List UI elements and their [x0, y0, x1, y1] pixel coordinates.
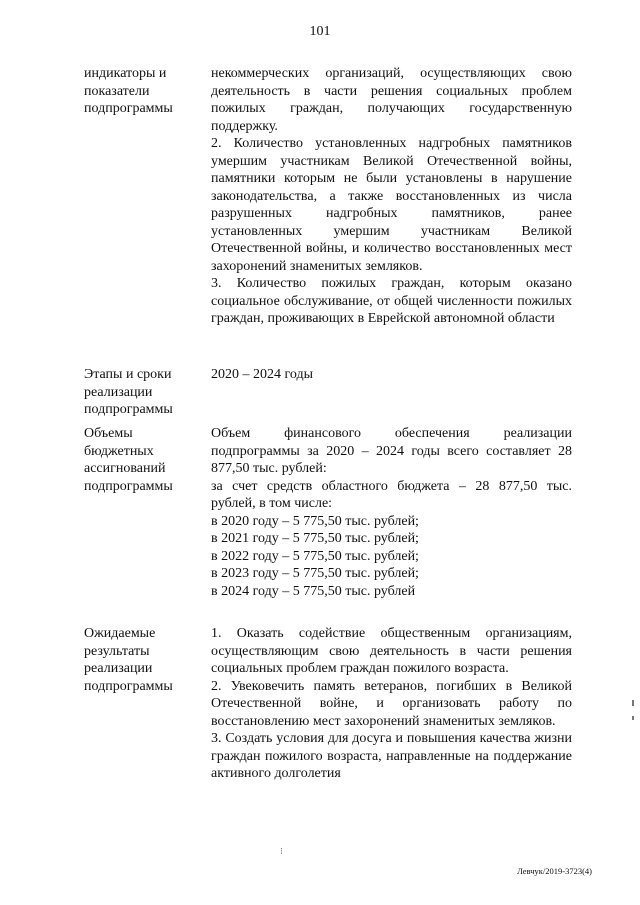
footer-reference: Левчук/2019-3723(4): [517, 866, 592, 876]
row-label: Объемы бюджетных ассигнований подпрограммы: [84, 426, 173, 494]
paragraph: 1. Оказать содействие общественным организациям, осуществляющим свою деятельность в части решения социальных проблем граждан пожилого возраста.: [211, 626, 572, 676]
budget-year-line: в 2020 году – 5 775,50 тыс. рублей;: [211, 513, 419, 529]
paragraph: 2. Количество установленных надгробных памятников умершим участникам Великой Отечественной войны, памятники которым не были установлены в нарушение законодательства, а также восстановленных из числа разрушенных надгробных памятников, ранее установленных умершим участникам Великой Отечественной войны, и количество восстановленных мест захоронений знаменитых земляков.: [211, 136, 572, 274]
paragraph: некоммерческих организаций, осуществляющих свою деятельность в части решения социальных проблем пожилых граждан, получающих государственную поддержку.: [211, 66, 572, 134]
row-label: Этапы и сроки реализации подпрограммы: [84, 367, 173, 417]
paragraph: 2020 – 2024 годы: [211, 367, 314, 382]
row-label: индикаторы и показатели подпрограммы: [84, 66, 173, 116]
row-content: [211, 625, 572, 783]
paragraph: 3. Создать условия для досуга и повышения качества жизни граждан пожилого возраста, направленные на поддержание активного долголетия: [211, 731, 572, 781]
budget-year-line: в 2024 году – 5 775,50 тыс. рублей: [211, 583, 416, 599]
paragraph: Объем финансового обеспечения реализации подпрограммы за 2020 – 2024 годы всего составляет 28 877,50 тыс. рублей:: [211, 426, 572, 476]
row-label: Ожидаемые результаты реализации подпрограммы: [84, 626, 173, 694]
row-content: [211, 425, 572, 600]
budget-year-line: в 2021 году – 5 775,50 тыс. рублей;: [211, 531, 419, 546]
paragraph: 2. Увековечить память ветеранов, погибших в Великой Отечественной войне, и организовать работу по восстановлению мест захоронений знаменитых земляков.: [211, 678, 572, 729]
paragraph: за счет средств областного бюджета – 28 877,50 тыс. рублей, в том числе:: [211, 478, 572, 511]
scan-speck: ⁝: [280, 846, 283, 856]
paragraph: 3. Количество пожилых граждан, которым оказано социальное обслуживание, от общей численности пожилых граждан, проживающих в Еврейской автономной области: [211, 276, 572, 326]
budget-year-line: в 2022 году – 5 775,50 тыс. рублей;: [211, 548, 419, 564]
row-content: [211, 366, 572, 384]
scan-edge-mark: [632, 700, 634, 706]
page-number: 101: [309, 24, 331, 39]
scan-edge-mark: [632, 716, 634, 720]
row-content: [211, 65, 572, 328]
budget-year-line: в 2023 году – 5 775,50 тыс. рублей;: [211, 566, 419, 581]
